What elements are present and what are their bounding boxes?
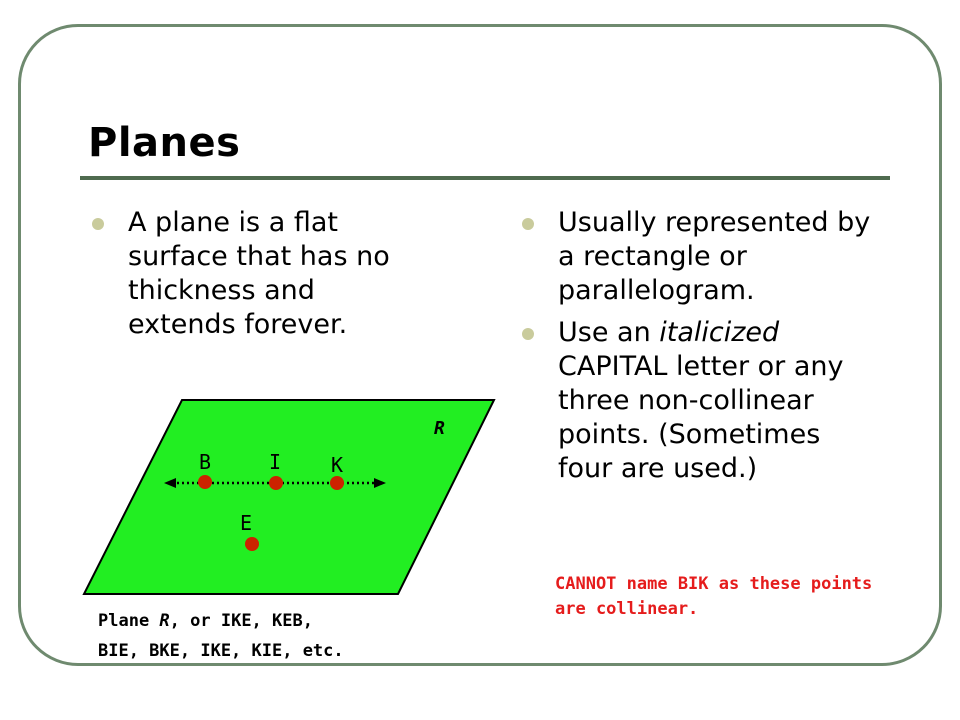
plane-parallelogram xyxy=(84,400,494,594)
point-i xyxy=(269,476,283,490)
bullet-text: A plane is a flat surface that has no thickness and extends forever. xyxy=(128,207,390,340)
plane-label: R xyxy=(434,418,445,439)
caption-line-2: BIE, BKE, IKE, KIE, etc. xyxy=(98,641,344,661)
caption-prefix: Plane xyxy=(98,611,160,631)
bullet-text-before: Use an xyxy=(558,317,660,348)
caption-line-1 xyxy=(98,606,428,636)
label-k: K xyxy=(331,453,344,477)
plane-caption xyxy=(98,606,428,666)
label-b: B xyxy=(199,450,212,474)
point-k xyxy=(330,476,344,490)
point-b xyxy=(198,475,212,489)
collinear-warning: CANNOT name BIK as these points are collinear. xyxy=(555,574,873,619)
slide-title: Planes xyxy=(88,120,241,166)
bullet-text-after: CAPITAL letter or any three non-collinear points. (Sometimes four are used.) xyxy=(558,351,844,484)
point-e xyxy=(245,537,259,551)
label-e: E xyxy=(240,511,253,535)
label-i: I xyxy=(269,450,282,474)
bullet-text: Usually represented by a rectangle or parallelogram. xyxy=(558,207,871,306)
caption-plane-letter: R xyxy=(159,611,170,631)
caption-suffix: , or IKE, KEB, xyxy=(169,611,313,631)
bullet-text-italic: italicized xyxy=(659,317,780,348)
